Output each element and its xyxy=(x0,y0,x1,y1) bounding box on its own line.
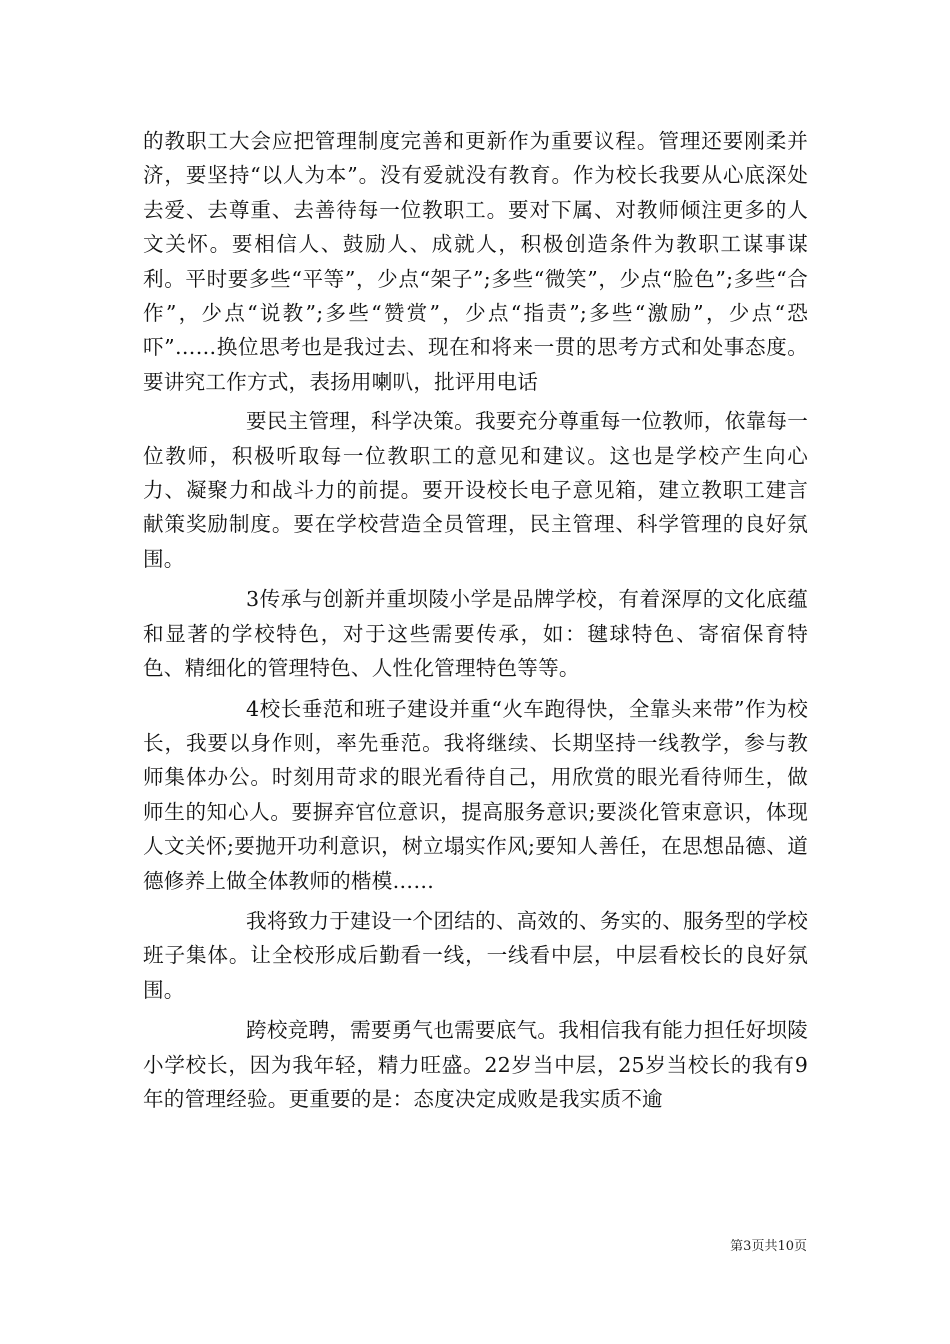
page-number-footer: 第3页共10页 xyxy=(730,1239,807,1254)
paragraph-5: 我将致力于建设一个团结的、高效的、务实的、服务型的学校班子集体。让全校形成后勤看一线，一线看中层，中层看校长的良好氛围。 xyxy=(143,908,808,1002)
paragraph-1: 的教职工大会应把管理制度完善和更新作为重要议程。管理还要刚柔并济，要坚持“以人为本”。没有爱就没有教育。作为校长我要从心底深处去爱、去尊重、去善待每一位教职工。要对下属、对教师倾注更多的人文关怀。要相信人、鼓励人、成就人，积极创造条件为教职工谋事谋利。平时要多些“平等”，少点“架子”;多些“微笑”，少点“脸色”;多些“合作”，少点“说教”;多些“赞赏”，少点“指责”;多些“激励”，少点“恐吓”……换位思考也是我过去、现在和将来一贯的思考方式和处事态度。要讲究工作方式，表扬用喇叭，批评用电话 xyxy=(143,129,808,394)
paragraph-2: 要民主管理，科学决策。我要充分尊重每一位教师，依靠每一位教师，积极听取每一位教职工的意见和建议。这也是学校产生向心力、凝聚力和战斗力的前提。要开设校长电子意见箱，建立教职工建言献策奖励制度。要在学校营造全员管理，民主管理、科学管理的良好氛围。 xyxy=(143,409,808,571)
paragraph-3: 3传承与创新并重坝陵小学是品牌学校，有着深厚的文化底蕴和显著的学校特色，对于这些需要传承，如：毽球特色、寄宿保育特色、精细化的管理特色、人性化管理特色等等。 xyxy=(143,587,808,681)
document-body xyxy=(143,124,808,1116)
paragraph-6: 跨校竞聘，需要勇气也需要底气。我相信我有能力担任好坝陵小学校长，因为我年轻，精力旺盛。22岁当中层，25岁当校长的我有9年的管理经验。更重要的是：态度决定成败是我实质不逾 xyxy=(143,1018,808,1111)
paragraph-4: 4校长垂范和班子建设并重“火车跑得快，全靠头来带”作为校长，我要以身作则，率先垂范。我将继续、长期坚持一线教学，参与教师集体办公。时刻用苛求的眼光看待自己，用欣赏的眼光看待师生，做师生的知心人。要摒弃官位意识，提高服务意识;要淡化管束意识，体现人文关怀;要抛开功利意识，树立塌实作风;要知人善任，在思想品德、道德修养上做全体教师的楷模…… xyxy=(143,696,808,893)
